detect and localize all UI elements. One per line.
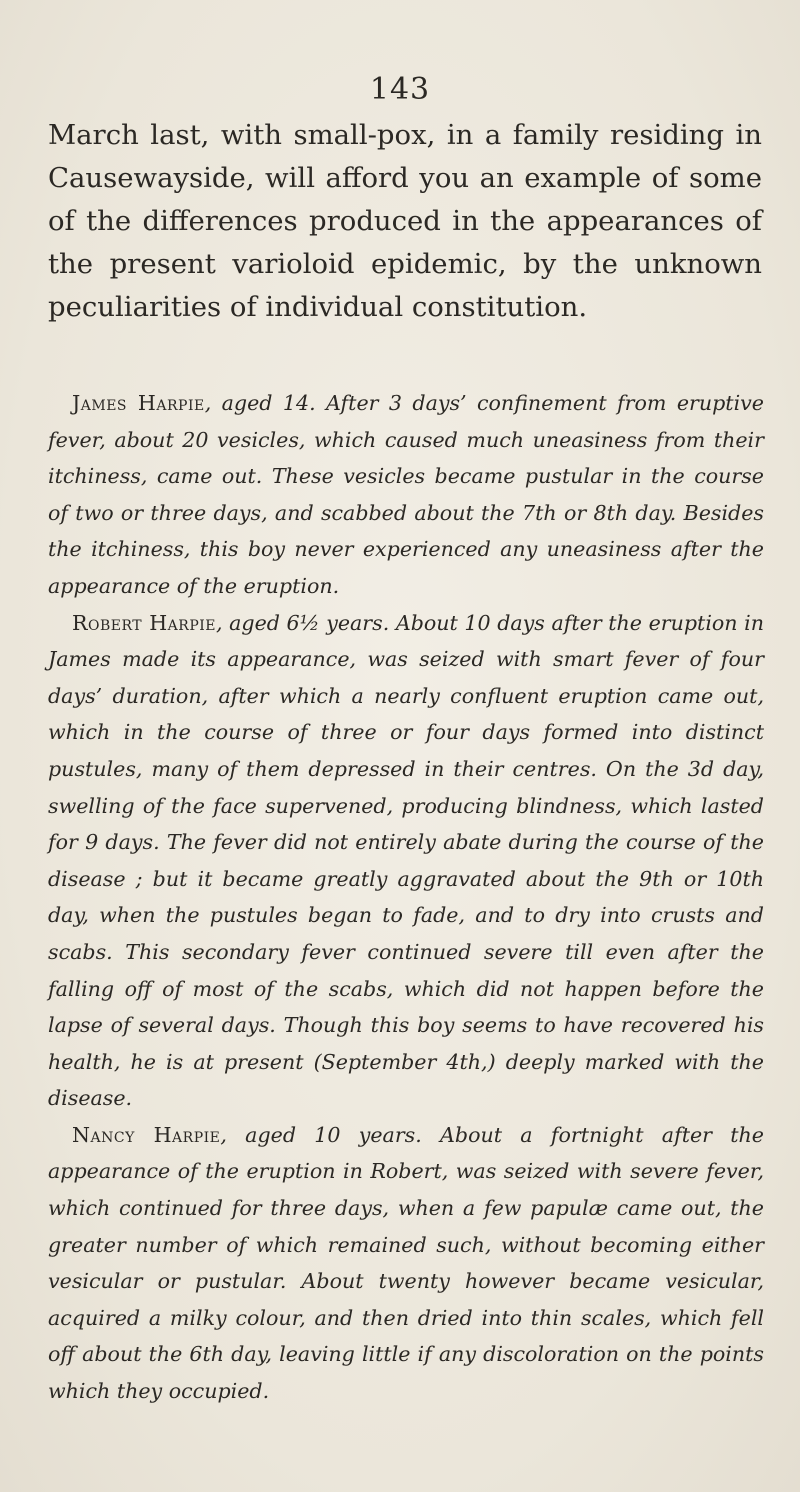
- case-text: , aged 10 years. About a fortnight after the appearance of the eruption in Robert, was seized with severe fever, which continued for three days, when a few papulæ came out, the greater number of which remained such, without becoming either vesicular or pustular. About twenty however became vesicular, acquired a milky colour, and then dried into thin scales, which fell off about the 6th day, leaving little if any discoloration on the points which they occupied.: [48, 1122, 764, 1404]
- case-text: , aged 14. After 3 days’ confinement from eruptive fever, about 20 vesicles, which caused much uneasiness from their itchiness, came out. These vesicles became pustular in the course of two or three days, and scabbed about the 7th or 8th day. Besides the itchiness, this boy never experienced any uneasiness after the appearance of the eruption.: [48, 391, 764, 598]
- case-name: James Harpie: [72, 391, 205, 415]
- case-text: , aged 6½ years. About 10 days after the eruption in James made its appearance, was seized with smart fever of four days’ duration, after which a nearly confluent eruption came out, which in the course of three or four days formed into distinct pustules, many of them depressed in their centres. On the 3d day, swelling of the face supervened, producing blindness, which lasted for 9 days. The fever did not entirely abate during the course of the disease ; but it became greatly aggravated about the 9th or 10th day, when the pustules began to fade, and to dry into crusts and scabs. This secondary fever continued severe till even after the falling off of most of the scabs, which did not happen before the lapse of several days. Though this boy seems to have recovered his health, he is at present (September 4th,) deeply marked with the disease.: [48, 610, 765, 1111]
- intro-text: March last, with small-pox, in a family residing in Causewayside, will afford you an example of some of the differences produced in the appearances of the present varioloid epidemic, by the unknown peculiarities of individual constitution.: [48, 119, 762, 323]
- case-paragraph: [48, 605, 764, 1117]
- page-number: 143: [369, 72, 431, 107]
- case-name: Nancy Harpie: [72, 1122, 221, 1147]
- case-name: Robert Harpie: [72, 610, 216, 635]
- case-list: [48, 385, 764, 1410]
- intro-paragraph: [48, 114, 762, 329]
- case-paragraph: [48, 1117, 764, 1410]
- case-paragraph: [48, 385, 764, 605]
